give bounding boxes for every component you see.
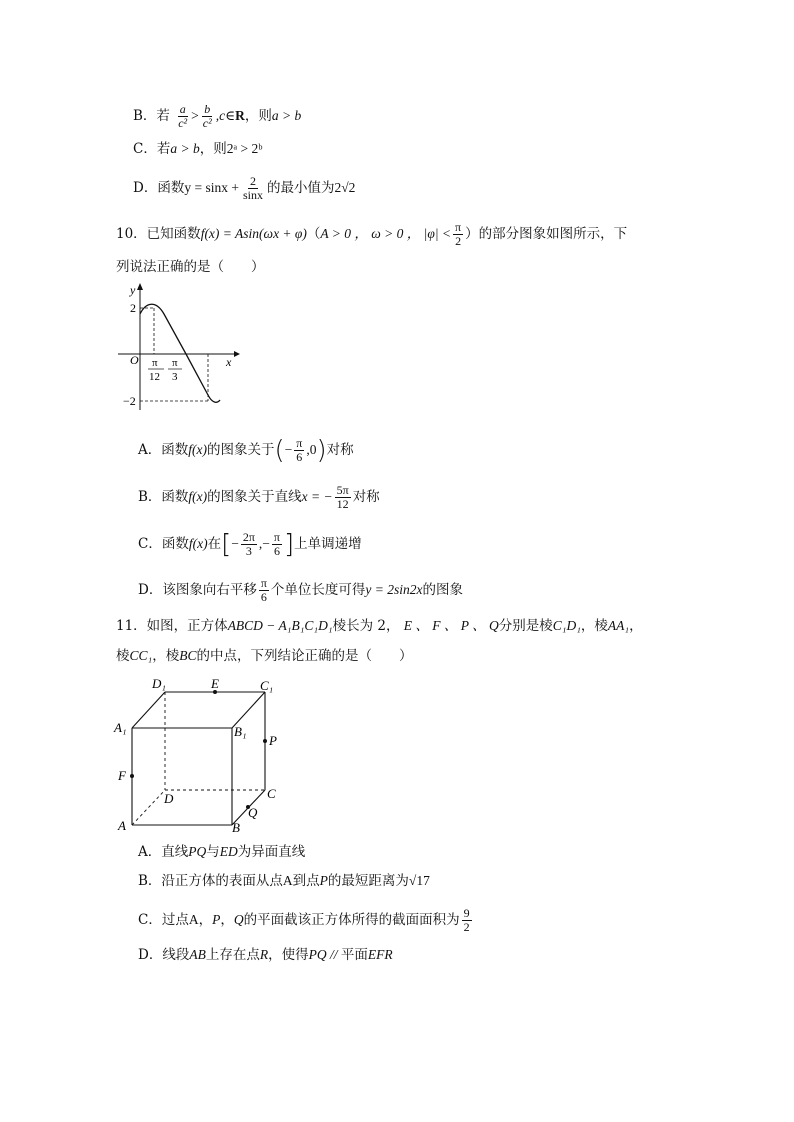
- fraction: $\frac{9}{2}$: [463, 906, 470, 934]
- q9-option-d: D．函数y = sinx + $\frac{2}{\sin x}$ 的最小值为2√2: [133, 174, 356, 202]
- q11-stem-line2: 棱CC₁，棱BC的中点，下列结论正确的是（ ）: [116, 648, 413, 664]
- q10-option-a: A．函数f(x)的图象关于(− $\frac{\pi}{6}$ ,0)对称: [138, 435, 354, 466]
- label-d1: D₁: [152, 676, 166, 691]
- label-b: B: [232, 820, 240, 835]
- label-f: F: [118, 768, 126, 783]
- q10-sine-graph: [110, 280, 240, 415]
- label-c1: C₁: [260, 678, 274, 693]
- q9-option-c: C．若a > b，则2ᵃ > 2ᵇ: [133, 141, 263, 157]
- q9-option-b: B．若 $\frac{a}{\text{c²}}$ > $\frac{b}{\text{c²}}$ ,c∈R，则a > b: [133, 102, 302, 130]
- origin-label: O: [130, 353, 139, 367]
- label-a: A: [118, 818, 126, 833]
- label-c: C: [267, 786, 276, 801]
- point-p: [263, 739, 267, 743]
- edge-a1d1: [132, 692, 165, 728]
- fraction: $\frac{\pi}{2}$: [455, 220, 462, 248]
- q11-option-b: B．沿正方体的表面从点A到点P的最短距离为√17: [138, 873, 430, 889]
- q10-stem-line1: 10．已知函数f(x) = Asin(ωx + φ)（A > 0 ， ω > 0 ， |φ| < $\frac{\pi}{2}$ ）的部分图象如图所示，下: [116, 220, 628, 248]
- tick-pi3-den: 3: [172, 371, 178, 383]
- option-label: B．若: [133, 108, 170, 124]
- y-min-label: −2: [123, 394, 136, 408]
- edge-b1c1: [232, 692, 265, 728]
- fraction: $\frac{a}{\text{c²}}$: [178, 102, 188, 130]
- x-axis-arrow: [234, 351, 240, 357]
- q10-option-c: C．函数f(x)在[− $\frac{2\pi}{3}$ ,− $\frac{\pi}{6}$ ]上单调递增: [138, 529, 362, 560]
- q11-option-a: A．直线PQ与ED为异面直线: [138, 844, 306, 860]
- q11-option-d: D．线段AB上存在点R，使得PQ // 平面EFR: [138, 947, 393, 963]
- label-p: P: [269, 733, 277, 748]
- point-f: [130, 774, 134, 778]
- x-axis-label: x: [226, 355, 232, 369]
- q10-option-b: B．函数f(x)的图象关于直线x = − $\frac{5\pi}{12}$ 对称: [138, 483, 380, 511]
- label-b1: B₁: [234, 724, 247, 739]
- fraction: $\frac{\pi}{6}$: [296, 436, 303, 464]
- fraction: $\frac{b}{\text{c²}}$: [202, 102, 212, 130]
- fraction: $\frac{\pi}{6}$: [260, 576, 267, 604]
- tick-pi12-den: 12: [149, 371, 160, 383]
- q11-option-c: C．过点A，P，Q的平面截该正方体所得的截面面积为 $\frac{9}{2}$: [138, 906, 470, 934]
- label-e: E: [211, 676, 219, 691]
- q11-stem-line1: 11．如图，正方体ABCD − A₁B₁C₁D₁棱长为 2， E 、 F 、 P 、 Q分别是棱C₁D₁，棱AA₁，: [116, 618, 643, 634]
- fraction: $\frac{2\pi}{3}$: [242, 530, 255, 558]
- fraction: $\frac{2}{\sin x}$: [242, 174, 263, 202]
- label-d: D: [164, 791, 174, 806]
- fraction: $\frac{5\pi}{12}$: [336, 483, 349, 511]
- y-axis-arrow: [137, 283, 143, 290]
- fraction: $\frac{\pi}{6}$: [273, 530, 280, 558]
- q10-stem-line2: 列说法正确的是（ ）: [116, 259, 265, 275]
- y-axis-label: y: [130, 283, 136, 297]
- edge-ad-hidden: [132, 790, 165, 825]
- q11-cube-figure: [110, 672, 285, 837]
- sine-curve: [140, 304, 220, 402]
- q10-option-d: D．该图象向右平移 $\frac{\pi}{6}$ 个单位长度可得y = 2sin2x的图象: [138, 576, 463, 604]
- label-a1: A₁: [114, 720, 127, 735]
- tick-pi3-num: π: [172, 357, 178, 369]
- tick-pi12-num: π: [152, 357, 158, 369]
- y-max-label: 2: [130, 301, 136, 315]
- label-q: Q: [248, 805, 258, 820]
